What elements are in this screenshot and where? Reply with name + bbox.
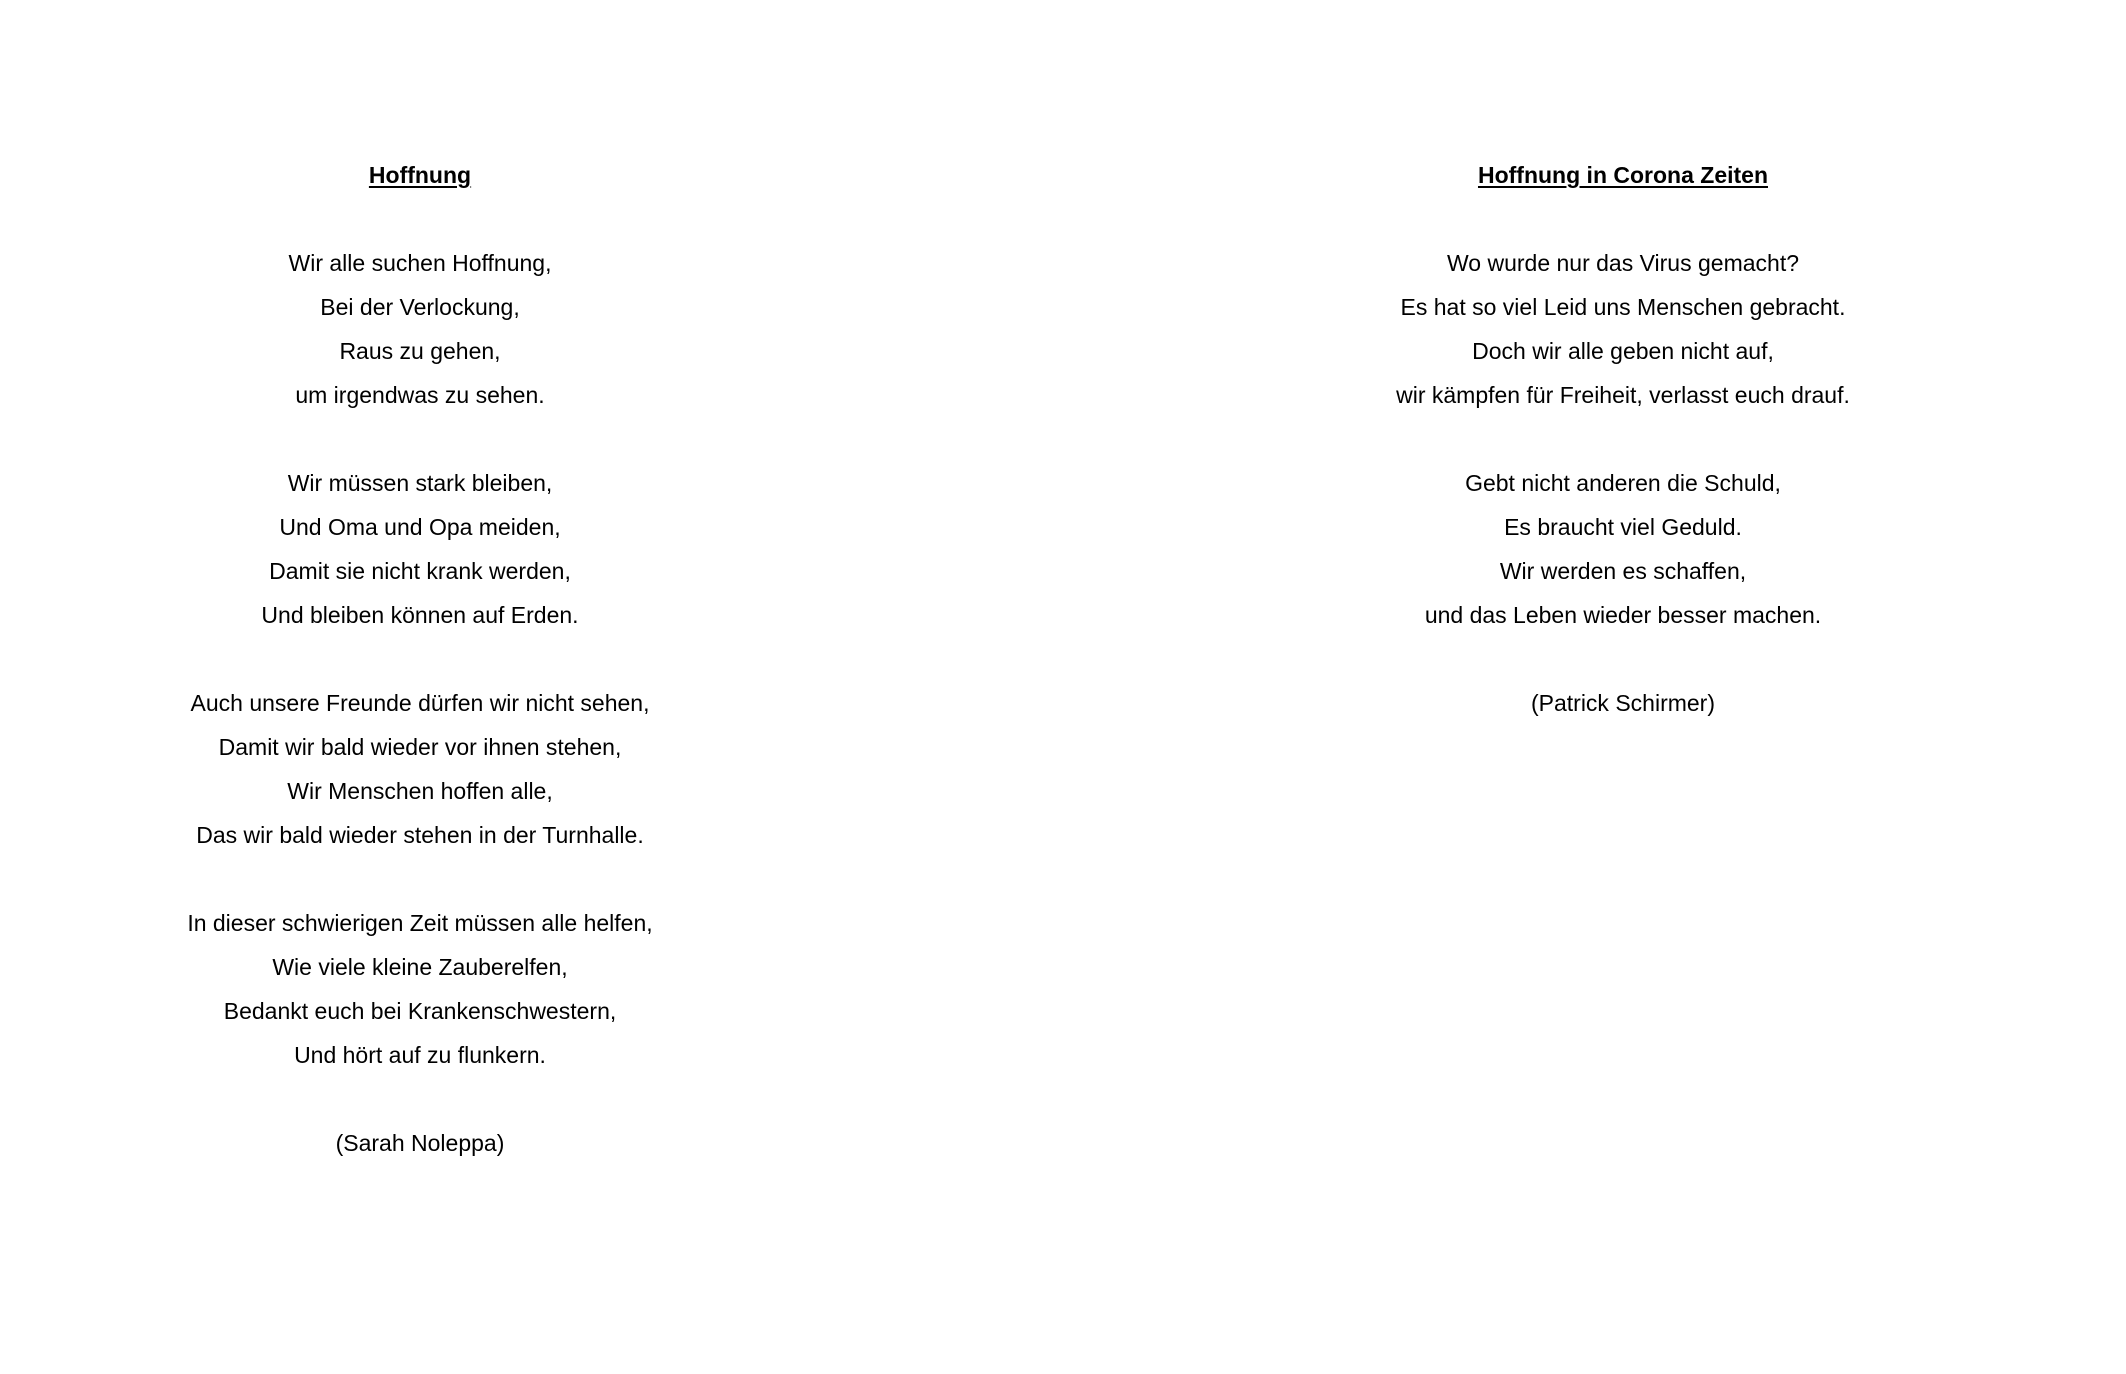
poem-author: (Sarah Noleppa) <box>335 1130 505 1156</box>
poem-line: Und hört auf zu flunkern. <box>294 1042 546 1068</box>
stanza-4 <box>70 901 770 1077</box>
poem-line: In dieser schwierigen Zeit müssen alle helfen, <box>187 910 653 936</box>
blank-line <box>70 417 770 461</box>
stanza-1 <box>1273 241 1973 417</box>
blank-line <box>70 197 770 241</box>
poem-line: Wir Menschen hoffen alle, <box>287 778 553 804</box>
blank-line <box>1273 637 1973 681</box>
poem-line: und das Leben wieder besser machen. <box>1424 602 1822 628</box>
blank-line <box>1273 197 1973 241</box>
poem-line: Gebt nicht anderen die Schuld, <box>1465 470 1781 496</box>
poem-hoffnung <box>70 153 770 1165</box>
poem-author: (Patrick Schirmer) <box>1530 690 1715 716</box>
poem-line: Damit sie nicht krank werden, <box>269 558 571 584</box>
poem-line: Wir müssen stark bleiben, <box>287 470 553 496</box>
blank-line <box>70 857 770 901</box>
poem-line: Bedankt euch bei Krankenschwestern, <box>223 998 617 1024</box>
poem-line: Wo wurde nur das Virus gemacht? <box>1447 250 1799 276</box>
poem-line: Und Oma und Opa meiden, <box>279 514 561 540</box>
poem-line: Wir werden es schaffen, <box>1499 558 1747 584</box>
poem-line: Damit wir bald wieder vor ihnen stehen, <box>218 734 622 760</box>
poem-line: Bei der Verlockung, <box>320 294 520 320</box>
poem-line: Das wir bald wieder stehen in der Turnhalle. <box>196 822 644 848</box>
stanza-3 <box>70 681 770 857</box>
poem-line: Es hat so viel Leid uns Menschen gebracht. <box>1400 294 1846 320</box>
blank-line <box>1273 417 1973 461</box>
poem-title: Hoffnung in Corona Zeiten <box>1477 162 1768 188</box>
poem-line: Raus zu gehen, <box>339 338 501 364</box>
poem-line: Wir alle suchen Hoffnung, <box>288 250 552 276</box>
poem-line: Doch wir alle geben nicht auf, <box>1472 338 1774 364</box>
stanza-2 <box>1273 461 1973 637</box>
stanza-2 <box>70 461 770 637</box>
blank-line <box>70 637 770 681</box>
poem-line: Und bleiben können auf Erden. <box>261 602 579 628</box>
poem-line: Auch unsere Freunde dürfen wir nicht sehen, <box>190 690 650 716</box>
blank-line <box>70 1077 770 1121</box>
poem-title: Hoffnung <box>368 162 472 188</box>
stanza-1 <box>70 241 770 417</box>
poem-line: um irgendwas zu sehen. <box>295 382 545 408</box>
poem-line: Wie viele kleine Zauberelfen, <box>272 954 568 980</box>
poem-line: wir kämpfen für Freiheit, verlasst euch drauf. <box>1396 382 1850 408</box>
poem-line: Es braucht viel Geduld. <box>1504 514 1742 540</box>
poem-hoffnung-in-corona-zeiten <box>1273 153 1973 725</box>
